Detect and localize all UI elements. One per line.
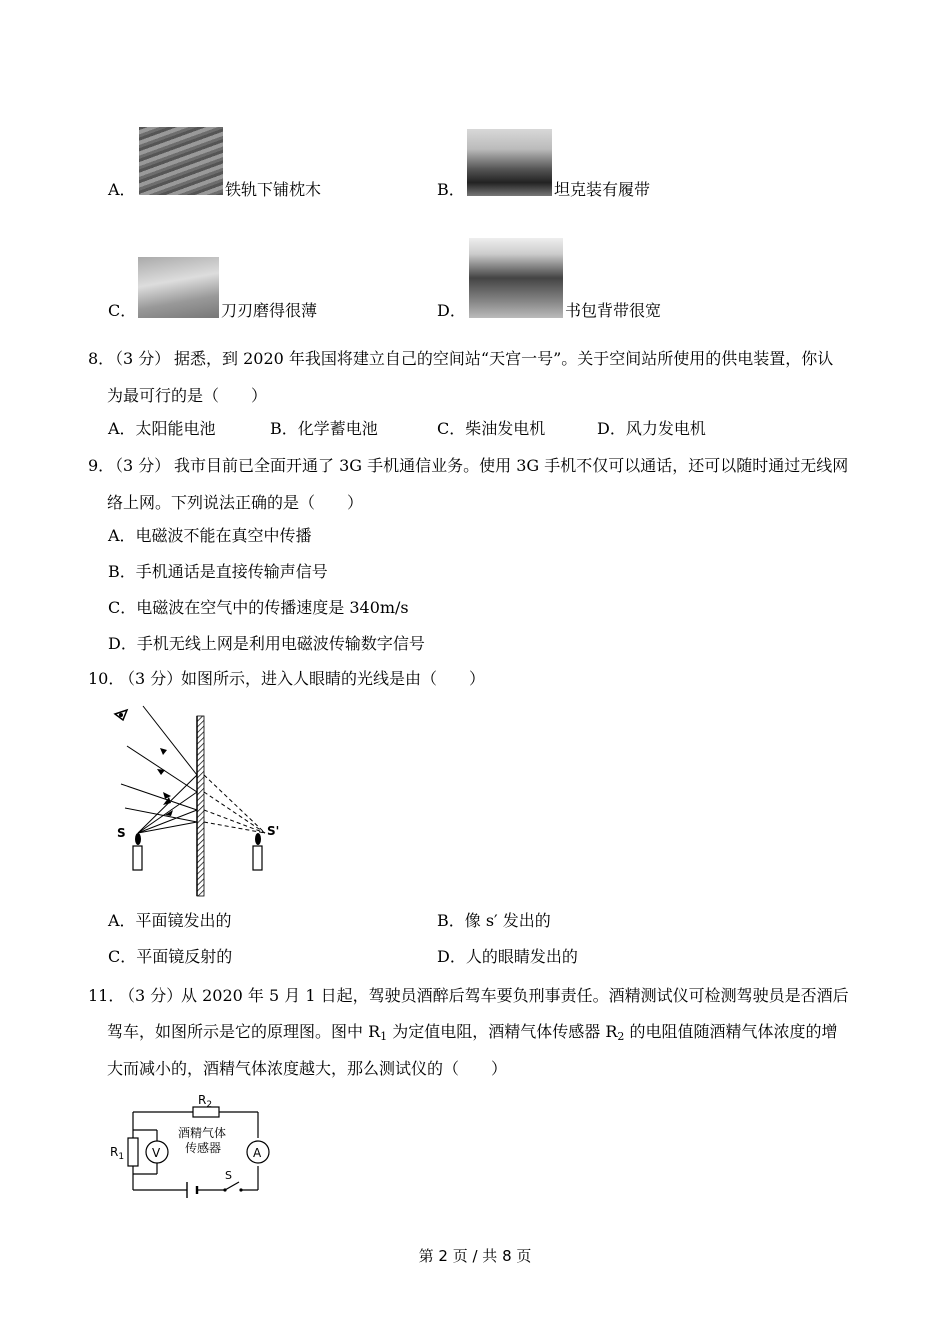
- q11-stem-line2: 驾车，如图所示是它的原理图。图中 $R_1$ 为定值电阻，酒精气体传感器 $R_2$ 的电阻值随酒精气体浓度的增: [107, 1022, 838, 1043]
- q10-option-a: A．平面镜发出的: [108, 911, 232, 930]
- r2-label: $R_2$: [198, 1093, 213, 1110]
- q9-option-c: C．电磁波在空气中的传播速度是 340m/s: [108, 598, 409, 617]
- q8-stem-line1: 据悉，到 2020 年我国将建立自己的空间站“天宫一号”。关于空间站所使用的供电装置，你认: [174, 349, 834, 368]
- q7-option-c-text: 刀刃磨得很薄: [221, 301, 318, 320]
- q9-option-b: B．手机通话是直接传输声信号: [108, 562, 328, 581]
- q7-option-a-letter: A．: [108, 180, 136, 199]
- q11-score: （3 分）: [119, 986, 183, 1005]
- q7-option-d-letter: D．: [437, 301, 466, 320]
- q8-stem-line2: 为最可行的是（ ）: [107, 386, 268, 405]
- q8-option-a: A．太阳能电池: [108, 419, 216, 438]
- r1-label: $R_1$: [110, 1145, 125, 1162]
- switch-label: S: [225, 1169, 232, 1182]
- switch-blade: [225, 1182, 239, 1190]
- q7-option-c-letter: C．: [108, 301, 137, 320]
- schoolbag-strap-photo: [469, 238, 563, 318]
- q9-option-d: D．手机无线上网是利用电磁波传输数字信号: [108, 634, 425, 653]
- q9-stem-line1: 我市目前已全面开通了 3G 手机通信业务。使用 3G 手机不仅可以通话，还可以随时通过无线网: [174, 456, 849, 475]
- q10-score: （3 分）: [119, 669, 183, 688]
- railway-sleepers-photo: [139, 127, 223, 195]
- q10-option-c: C．平面镜反射的: [108, 947, 233, 966]
- q7-option-a-text: 铁轨下铺枕木: [225, 180, 322, 199]
- q10-option-b: B．像 s′ 发出的: [437, 911, 551, 930]
- q8-score: （3 分）: [107, 349, 171, 368]
- voltmeter-label: V: [152, 1146, 161, 1160]
- q11-stem-line1: 从 2020 年 5 月 1 日起，驾驶员酒醉后驾车要负刑事责任。酒精测试仪可检测驾驶员是否酒后: [181, 986, 849, 1005]
- q9-stem-line2: 络上网。下列说法正确的是（ ）: [107, 493, 364, 512]
- q9-option-a: A．电磁波不能在真空中传播: [108, 526, 312, 545]
- q8-option-c: C．柴油发电机: [437, 419, 546, 438]
- candle-s-prime: [253, 833, 262, 870]
- page-footer: 第 2 页 / 共 8 页: [418, 1247, 532, 1265]
- alcohol-tester-circuit: [105, 1090, 285, 1200]
- tank-tracks-photo: [467, 129, 552, 196]
- eye-icon: [115, 710, 127, 720]
- q11-number: 11．: [88, 986, 125, 1005]
- knife-blade-photo: [138, 257, 219, 318]
- q9-number: 9．: [88, 456, 115, 475]
- q7-option-b-text: 坦克装有履带: [554, 180, 651, 199]
- q10-option-d: D．人的眼睛发出的: [437, 947, 578, 966]
- q7-option-b-letter: B．: [437, 180, 465, 199]
- q11-stem-line3: 大而减小的，酒精气体浓度越大，那么测试仪的（ ）: [107, 1059, 508, 1078]
- plane-mirror-diagram: [105, 700, 295, 900]
- mirror: [197, 716, 204, 896]
- q10-stem-line1: 如图所示，进入人眼睛的光线是由（ ）: [181, 669, 486, 688]
- label-s: S: [117, 826, 126, 840]
- q7-option-d-text: 书包背带很宽: [565, 301, 662, 320]
- q9-score: （3 分）: [107, 456, 171, 475]
- q8-number: 8．: [88, 349, 115, 368]
- q8-option-b: B．化学蓄电池: [270, 419, 378, 438]
- r1-resistor: [128, 1138, 138, 1166]
- sensor-label-line2: 传感器: [185, 1141, 222, 1155]
- candle-s: [133, 833, 142, 870]
- label-s-prime: S': [267, 824, 280, 838]
- q8-option-d: D．风力发电机: [597, 419, 706, 438]
- ammeter-label: A: [253, 1146, 262, 1160]
- q10-number: 10．: [88, 669, 125, 688]
- sensor-label-line1: 酒精气体: [178, 1126, 227, 1140]
